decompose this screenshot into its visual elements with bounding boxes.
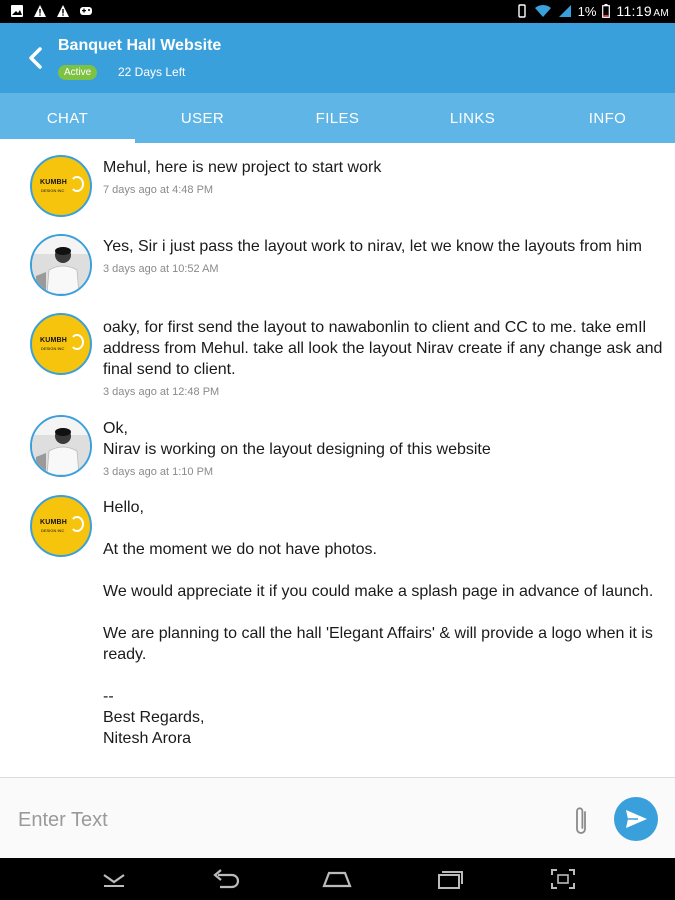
message-body — [103, 157, 668, 201]
home-nav-icon[interactable] — [320, 866, 354, 892]
days-left: 22 Days Left — [118, 65, 186, 79]
kumbh-logo-subtext: DESIGN INC — [41, 188, 65, 193]
avatar[interactable] — [30, 313, 92, 375]
tab-info[interactable]: INFO — [588, 110, 627, 127]
signal-icon — [558, 4, 572, 18]
message-text: oaky, for first send the layout to nawabonlin to client and CC to me. take emIl address from Mehul. take all look the layout Nirav create if any change ask and final send to client. — [103, 319, 663, 378]
kumbh-logo-subtext: DESIGN INC — [41, 528, 65, 533]
project-title: Banquet Hall Website — [58, 37, 222, 54]
back-nav-icon[interactable] — [208, 866, 242, 892]
screenshot-icon[interactable] — [546, 866, 580, 892]
logo-swoosh-icon — [70, 334, 84, 350]
tab-chat[interactable]: CHAT — [0, 93, 135, 143]
status-bar — [0, 0, 675, 23]
user-photo-icon — [32, 236, 90, 294]
message-text: Yes, Sir i just pass the layout work to nirav, let we know the layouts from him — [103, 238, 642, 255]
message-timestamp: 3 days ago at 1:10 PM — [103, 466, 214, 478]
kumbh-logo-text: KUMBH — [40, 179, 68, 186]
message-text: We are planning to call the hall 'Elegant Affairs' & will provide a logo when it is ready. — [103, 625, 653, 663]
message-composer — [0, 777, 675, 858]
message-body — [103, 236, 668, 280]
kumbh-logo-text: KUMBH — [40, 519, 68, 526]
recent-apps-icon[interactable] — [433, 866, 467, 892]
message-text: Best Regards, — [103, 709, 205, 726]
message-timestamp: 3 days ago at 12:48 PM — [103, 386, 220, 398]
battery-icon — [602, 4, 610, 18]
notification-icons — [10, 4, 93, 18]
avatar[interactable] — [30, 495, 92, 557]
tab-bar — [0, 93, 675, 143]
wifi-icon — [534, 4, 552, 18]
message-text: Ok, — [103, 420, 128, 437]
logo-swoosh-icon — [70, 516, 84, 532]
logo-swoosh-icon — [70, 176, 84, 192]
chat-message-list[interactable] — [0, 143, 675, 777]
image-notification-icon — [10, 4, 24, 18]
avatar[interactable] — [30, 155, 92, 217]
tab-user[interactable]: USER — [180, 110, 225, 127]
message-text: Hello, — [103, 499, 144, 516]
signature-separator: -- — [103, 688, 114, 705]
back-button[interactable] — [22, 41, 50, 75]
message-body — [103, 317, 668, 403]
gamepad-icon — [79, 4, 93, 18]
clock: 11:19 AM — [616, 3, 669, 19]
user-photo-icon — [32, 417, 90, 475]
status-badge: Active — [58, 65, 97, 80]
tab-links[interactable]: LINKS — [449, 110, 496, 127]
warning-icon — [33, 4, 47, 18]
kumbh-logo-subtext: DESIGN INC — [41, 346, 65, 351]
message-timestamp: 3 days ago at 10:52 AM — [103, 263, 219, 275]
message-text: Mehul, here is new project to start work — [103, 159, 382, 176]
message-text: Nirav is working on the layout designing of this website — [103, 441, 491, 458]
vibrate-icon — [516, 4, 528, 18]
battery-percent: 1% — [577, 3, 597, 19]
send-icon — [614, 797, 658, 841]
avatar[interactable] — [30, 415, 92, 477]
system-indicators — [516, 3, 669, 19]
message-body — [103, 418, 668, 483]
hide-keyboard-icon[interactable] — [97, 866, 131, 892]
warning-icon — [56, 4, 70, 18]
message-text: At the moment we do not have photos. — [103, 541, 377, 558]
kumbh-logo-text: KUMBH — [40, 337, 68, 344]
project-header — [0, 23, 675, 93]
avatar[interactable] — [30, 234, 92, 296]
attachment-icon[interactable] — [570, 804, 594, 838]
tab-files[interactable]: FILES — [315, 110, 360, 127]
message-input[interactable] — [18, 800, 558, 840]
message-text: Nitesh Arora — [103, 730, 192, 747]
system-navigation-bar — [0, 858, 675, 900]
message-timestamp: 7 days ago at 4:48 PM — [103, 184, 214, 196]
send-button[interactable] — [614, 797, 658, 841]
message-body — [103, 497, 668, 749]
message-text: We would appreciate it if you could make a splash page in advance of launch. — [103, 583, 654, 600]
